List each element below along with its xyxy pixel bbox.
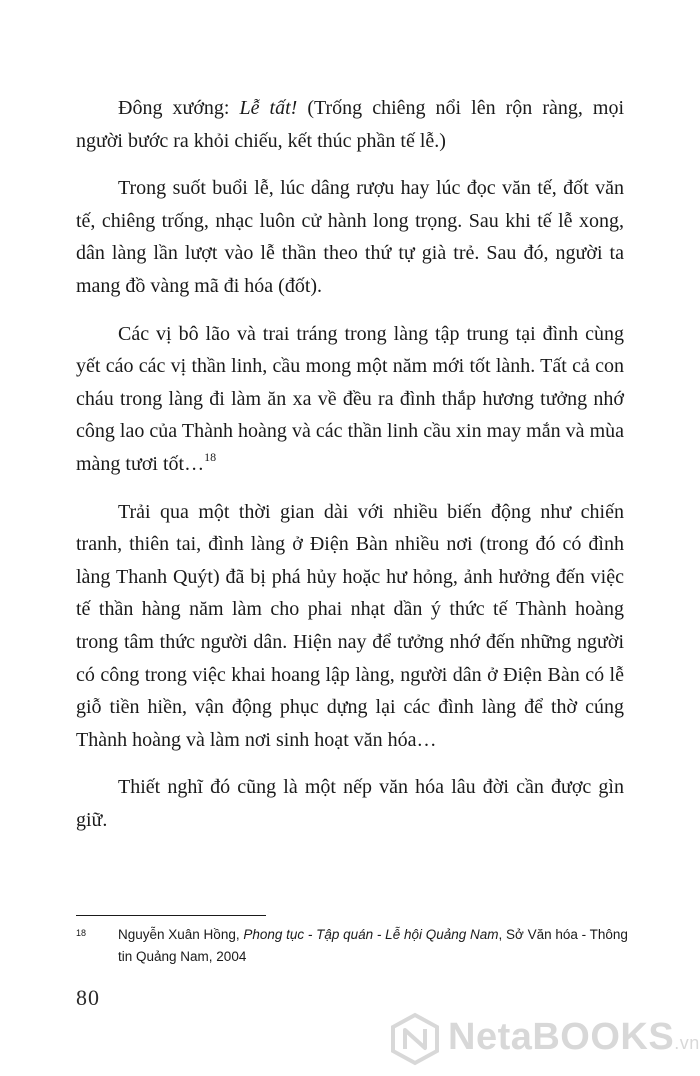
paragraph-5-text: Thiết nghĩ đó cũng là một nếp văn hóa lâu đời cần được gìn giữ. bbox=[76, 776, 624, 831]
paragraph-1-rest: (Trống chiêng nổi lên rộn ràng, mọi người bước ra khỏi chiếu, kết thúc phần tế lễ.) bbox=[76, 97, 624, 152]
paragraph-1-emphasis: Lễ tất! bbox=[239, 97, 298, 119]
watermark-suffix: .vn bbox=[674, 1033, 700, 1053]
paragraph-2-text: Trong suốt buổi lễ, lúc dâng rượu hay lúc đọc văn tế, đốt văn tế, chiêng trống, nhạc luôn cử hành long trọng. Sau khi tế lễ xong, dân làng lần lượt vào lễ thần theo thứ tự già trẻ. Sau đó, người ta mang đồ vàng mã đi hóa (đốt). bbox=[76, 177, 624, 297]
page-number: 80 bbox=[76, 985, 100, 1010]
paragraph-3 bbox=[76, 318, 624, 481]
footnote-title: Phong tục - Tập quán - Lễ hội Quảng Nam bbox=[243, 927, 499, 942]
footnote-author: Nguyễn Xuân Hồng, bbox=[118, 927, 244, 942]
paragraph-4 bbox=[76, 496, 624, 757]
paragraph-3-text: Các vị bô lão và trai tráng trong làng tập trung tại đình cùng yết cáo các vị thần linh, cầu mong một năm mới tốt lành. Tất cả con cháu trong làng đi làm ăn xa về đều ra đình thắp hương tưởng nhớ công lao của Thành hoàng và các thần linh cầu xin may mắn và mùa màng tươi tốt… bbox=[76, 322, 624, 475]
paragraph-1 bbox=[76, 92, 624, 157]
watermark-text bbox=[448, 1016, 700, 1059]
watermark bbox=[388, 1010, 700, 1070]
paragraph-4-text: Trải qua một thời gian dài với nhiều biến động như chiến tranh, thiên tai, đình làng ở Điện Bàn nhiều nơi (trong đó có đình làng Thanh Quýt) đã bị phá hủy hoặc hư hỏng, ảnh hưởng đến việc tế thần hàng năm làm cho phai nhạt dần ý thức tế Thành hoàng trong tâm thức người dân. Hiện nay để tưởng nhớ đến những người có công trong việc khai hoang lập làng, người dân ở Điện Bàn có lễ giỗ tiền hiền, vận động phục dựng lại các đình làng để thờ cúng Thành hoàng và làm nơi sinh hoạt văn hóa… bbox=[76, 500, 624, 751]
footnote-reference[interactable]: 18 bbox=[204, 449, 217, 464]
footnote-divider bbox=[76, 915, 266, 916]
n-cube-logo-icon bbox=[388, 1012, 442, 1066]
footnote-number: 18 bbox=[76, 928, 87, 938]
footnote bbox=[76, 924, 636, 968]
watermark-brand: NetaBOOKS bbox=[448, 1016, 675, 1058]
footnote-publisher: , Sở Văn hóa - Thông tin Quảng Nam, 2004 bbox=[118, 927, 628, 964]
page-body bbox=[76, 92, 624, 851]
paragraph-1-lead: Đông xướng: bbox=[118, 97, 240, 119]
paragraph-2 bbox=[76, 172, 624, 302]
paragraph-5 bbox=[76, 771, 624, 836]
footnote-text bbox=[118, 924, 636, 968]
